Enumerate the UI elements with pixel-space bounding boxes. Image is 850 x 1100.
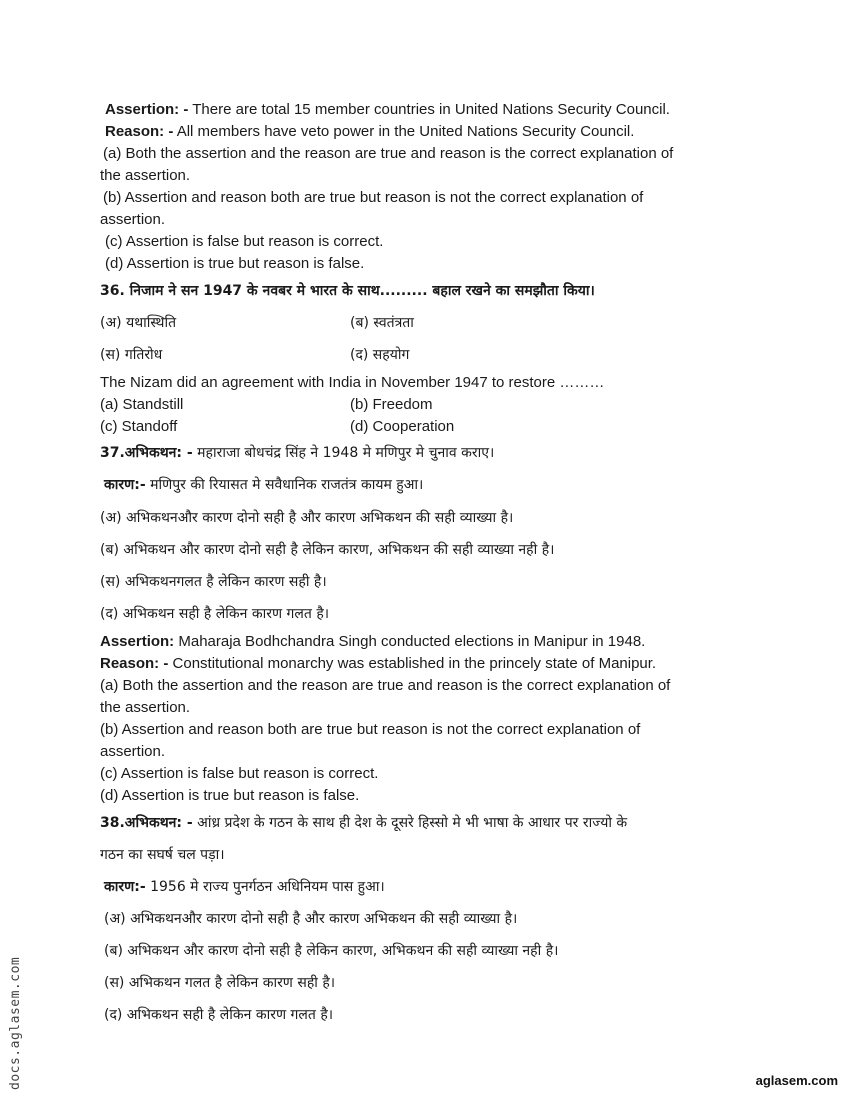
q36-hindi-option-d: (द) सहयोग	[350, 347, 410, 363]
q37-option-b-cont: assertion.	[100, 743, 166, 760]
q36-english-option-c: (c) Standoff	[100, 418, 178, 435]
q37-option-a-cont: the assertion.	[100, 699, 191, 716]
q37-hindi-option-d: (द) अभिकथन सही है लेकिन कारण गलत है।	[100, 606, 330, 622]
q35-assertion	[105, 99, 670, 121]
q35-option-a: (a) Both the assertion and the reason are true and reason is the correct explanation of	[103, 145, 674, 162]
hindi-assertion-label: 38.अभिकथन: -	[100, 815, 193, 831]
hindi-reason-text: 1956 मे राज्य पुनर्गठन अधिनियम पास हुआ।	[150, 879, 385, 895]
q36-english-option-b: (b) Freedom	[350, 396, 433, 413]
q36-hindi-option-c: (स) गतिरोध	[100, 347, 163, 363]
q37-option-b: (b) Assertion and reason both are true but reason is not the correct explanation of	[100, 721, 641, 738]
q36-english-question: The Nizam did an agreement with India in November 1947 to restore ………	[100, 374, 605, 391]
q37-hindi-assertion	[100, 442, 494, 464]
reason-label: Reason: -	[105, 123, 174, 140]
hindi-reason-text: मणिपुर की रियासत मे सवैधानिक राजतंत्र कायम हुआ।	[150, 477, 424, 493]
q36-hindi-question: 36. निजाम ने सन 1947 के नवबर मे भारत के साथ......... बहाल रखने का समझौता किया।	[100, 283, 595, 299]
q35-option-d: (d) Assertion is true but reason is false.	[105, 255, 365, 272]
q35-option-c: (c) Assertion is false but reason is correct.	[105, 233, 384, 250]
q37-option-c: (c) Assertion is false but reason is correct.	[100, 765, 379, 782]
assertion-text: Maharaja Bodhchandra Singh conducted elections in Manipur in 1948.	[178, 633, 646, 650]
q35-option-a-cont: the assertion.	[100, 167, 191, 184]
q36-hindi-option-b: (ब) स्वतंत्रता	[350, 315, 414, 331]
q38-hindi-assertion-cont: गठन का सघर्ष चल पड़ा।	[100, 847, 225, 863]
hindi-reason-label: कारण:-	[104, 879, 146, 895]
q37-hindi-option-a: (अ) अभिकथनऔर कारण दोनो सही है और कारण अभिकथन की सही व्याख्या है।	[100, 510, 514, 526]
q37-option-a: (a) Both the assertion and the reason are true and reason is the correct explanation of	[100, 677, 671, 694]
q35-reason	[105, 121, 634, 143]
q38-hindi-option-c: (स) अभिकथन गलत है लेकिन कारण सही है।	[104, 975, 336, 991]
reason-text: All members have veto power in the United Nations Security Council.	[176, 123, 635, 140]
q37-hindi-option-b: (ब) अभिकथन और कारण दोनो सही है लेकिन कारण, अभिकथन की सही व्याख्या नही है।	[100, 542, 555, 558]
q38-hindi-assertion	[100, 812, 627, 834]
assertion-text: There are total 15 member countries in United Nations Security Council.	[192, 101, 670, 118]
q36-hindi-options-row2	[100, 344, 410, 366]
hindi-reason-label: कारण:-	[104, 477, 146, 493]
q37-english-assertion	[100, 631, 645, 653]
q37-hindi-option-c: (स) अभिकथनगलत है लेकिन कारण सही है।	[100, 574, 327, 590]
hindi-assertion-text: आंध्र प्रदेश के गठन के साथ ही देश के दूसरे हिस्सो मे भी भाषा के आधार पर राज्यो के	[197, 815, 628, 831]
q37-hindi-reason	[104, 474, 423, 496]
q38-hindi-option-d: (द) अभिकथन सही है लेकिन कारण गलत है।	[104, 1007, 334, 1023]
q36-english-option-d: (d) Cooperation	[350, 418, 455, 435]
side-watermark: docs.aglasem.com	[8, 956, 23, 1090]
reason-label: Reason: -	[100, 655, 169, 672]
q36-english-option-a: (a) Standstill	[100, 396, 184, 413]
assertion-label: Assertion: -	[105, 101, 189, 118]
q37-option-d: (d) Assertion is true but reason is false.	[100, 787, 360, 804]
q36-english-options-row2	[100, 416, 455, 438]
q35-option-b-cont: assertion.	[100, 211, 166, 228]
hindi-assertion-text: महाराजा बोधचंद्र सिंह ने 1948 मे मणिपुर मे चुनाव कराए।	[197, 445, 495, 461]
q36-hindi-options-row1	[100, 312, 414, 334]
hindi-assertion-label: 37.अभिकथन: -	[100, 445, 193, 461]
q36-hindi-option-a: (अ) यथास्थिति	[100, 315, 177, 331]
q36-english-options-row1	[100, 394, 433, 416]
q38-hindi-option-a: (अ) अभिकथनऔर कारण दोनो सही है और कारण अभिकथन की सही व्याख्या है।	[104, 911, 518, 927]
q38-hindi-option-b: (ब) अभिकथन और कारण दोनो सही है लेकिन कारण, अभिकथन की सही व्याख्या नही है।	[104, 943, 559, 959]
q37-english-reason	[100, 653, 656, 675]
assertion-label: Assertion:	[100, 633, 175, 650]
q38-hindi-reason	[104, 876, 385, 898]
q35-option-b: (b) Assertion and reason both are true but reason is not the correct explanation of	[103, 189, 644, 206]
reason-text: Constitutional monarchy was established in the princely state of Manipur.	[172, 655, 657, 672]
brand-footer: aglasem.com	[755, 1073, 838, 1088]
